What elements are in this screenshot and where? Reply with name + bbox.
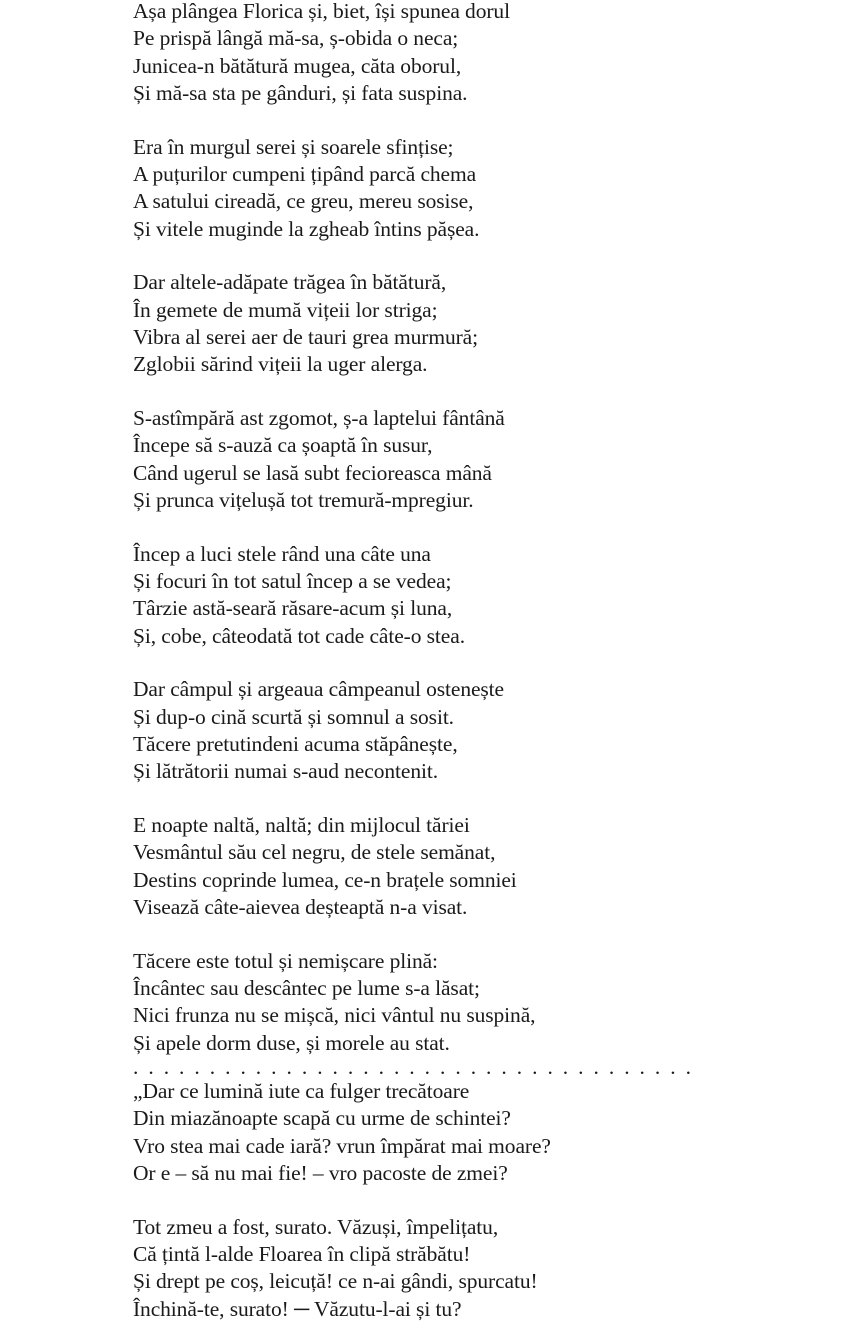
verse-line: E noapte naltă, naltă; din mijlocul tăriei bbox=[133, 813, 470, 838]
verse-line: S-astîmpără ast zgomot, ș-a laptelui fântână bbox=[133, 406, 505, 431]
verse-line: Așa plângea Florica și, biet, își spunea dorul bbox=[133, 0, 510, 23]
verse-line: Închină-te, surato! ─ Văzutu-l-ai și tu? bbox=[133, 1296, 462, 1321]
verse-line: Dar câmpul și argeaua câmpeanul ostenește bbox=[133, 677, 504, 702]
verse-line: Și mă-sa sta pe gânduri, și fata suspina. bbox=[133, 80, 468, 105]
verse-line: Tot zmeu a fost, surato. Văzuși, împelițatu, bbox=[133, 1214, 499, 1239]
verse-line: Visează câte-aievea deșteaptă n-a visat. bbox=[133, 895, 468, 920]
verse-line: Și lătrătorii numai s-aud necontenit. bbox=[133, 759, 438, 784]
verse-line: Începe să s-auză ca șoaptă în susur, bbox=[133, 433, 433, 458]
verse-line: Era în murgul serei și soarele sfințise; bbox=[133, 134, 454, 159]
verse-line: Destins coprinde lumea, ce-n brațele somniei bbox=[133, 867, 517, 892]
verse-line: Junicea-n bătătură mugea, căta oborul, bbox=[133, 53, 462, 78]
stanza-7 bbox=[133, 812, 833, 921]
verse-line: Și apele dorm duse, și morele au stat. bbox=[133, 1030, 450, 1055]
stanza-2 bbox=[133, 134, 833, 243]
stanza-9 bbox=[133, 1078, 833, 1187]
verse-line: Și drept pe coș, leicuță! ce n-ai gândi, spurcatu! bbox=[133, 1269, 538, 1294]
dotted-separator: . . . . . . . . . . . . . . . . . . . . . . . . . . . . . . . . . . . . . bbox=[133, 1055, 694, 1079]
verse-line: A puțurilor cumpeni țipând parcă chema bbox=[133, 161, 477, 186]
verse-line: Încântec sau descântec pe lume s-a lăsat; bbox=[133, 976, 480, 1001]
verse-line: În gemete de mumă vițeii lor striga; bbox=[133, 297, 438, 322]
verse-line: Încep a luci stele rând una câte una bbox=[133, 541, 431, 566]
stanza-10 bbox=[133, 1214, 833, 1323]
verse-line: Și, cobe, câteodată tot cade câte-o stea. bbox=[133, 623, 465, 648]
stanza-8 bbox=[133, 948, 833, 1057]
verse-line: Și dup-o cină scurtă și somnul a sosit. bbox=[133, 704, 454, 729]
verse-line: A satului cireadă, ce greu, mereu sosise, bbox=[133, 189, 474, 214]
verse-line: Că țintă l-alde Floarea în clipă străbătu! bbox=[133, 1241, 471, 1266]
poem-page bbox=[133, 0, 833, 1323]
verse-line: Tăcere pretutindeni acuma stăpânește, bbox=[133, 732, 458, 757]
verse-line: Tăcere este totul și nemișcare plină: bbox=[133, 948, 438, 973]
stanza-1 bbox=[133, 0, 833, 107]
verse-line: Vesmântul său cel negru, de stele semănat, bbox=[133, 840, 496, 865]
verse-line: Dar altele-adăpate trăgea în bătătură, bbox=[133, 270, 447, 295]
stanza-6 bbox=[133, 676, 833, 785]
verse-line: Și focuri în tot satul încep a se vedea; bbox=[133, 569, 452, 594]
verse-line: „Dar ce lumină iute ca fulger trecătoare bbox=[133, 1079, 470, 1103]
verse-line: Pe prispă lângă mă-sa, ș-obida o neca; bbox=[133, 26, 459, 51]
verse-line: Or e – să nu mai fie! – vro pacoste de zmei? bbox=[133, 1160, 508, 1185]
verse-line: Și prunca vițelușă tot tremură-mpregiur. bbox=[133, 487, 474, 512]
verse-line: Din miazănoapte scapă cu urme de schintei? bbox=[133, 1106, 511, 1131]
stanza-4 bbox=[133, 405, 833, 514]
stanza-3 bbox=[133, 269, 833, 378]
verse-line: Zglobii sărind vițeii la uger alerga. bbox=[133, 352, 428, 377]
verse-line: Și vitele muginde la zgheab întins pășea. bbox=[133, 216, 480, 241]
verse-line: Nici frunza nu se mișcă, nici vântul nu suspină, bbox=[133, 1003, 536, 1028]
verse-line: Târzie astă-seară răsare-acum și luna, bbox=[133, 596, 453, 621]
verse-line: Vibra al serei aer de tauri grea murmură; bbox=[133, 324, 479, 349]
verse-line: Vro stea mai cade iară? vrun împărat mai moare? bbox=[133, 1133, 551, 1158]
stanza-5 bbox=[133, 541, 833, 650]
verse-line: Când ugerul se lasă subt fecioreasca mână bbox=[133, 460, 492, 485]
